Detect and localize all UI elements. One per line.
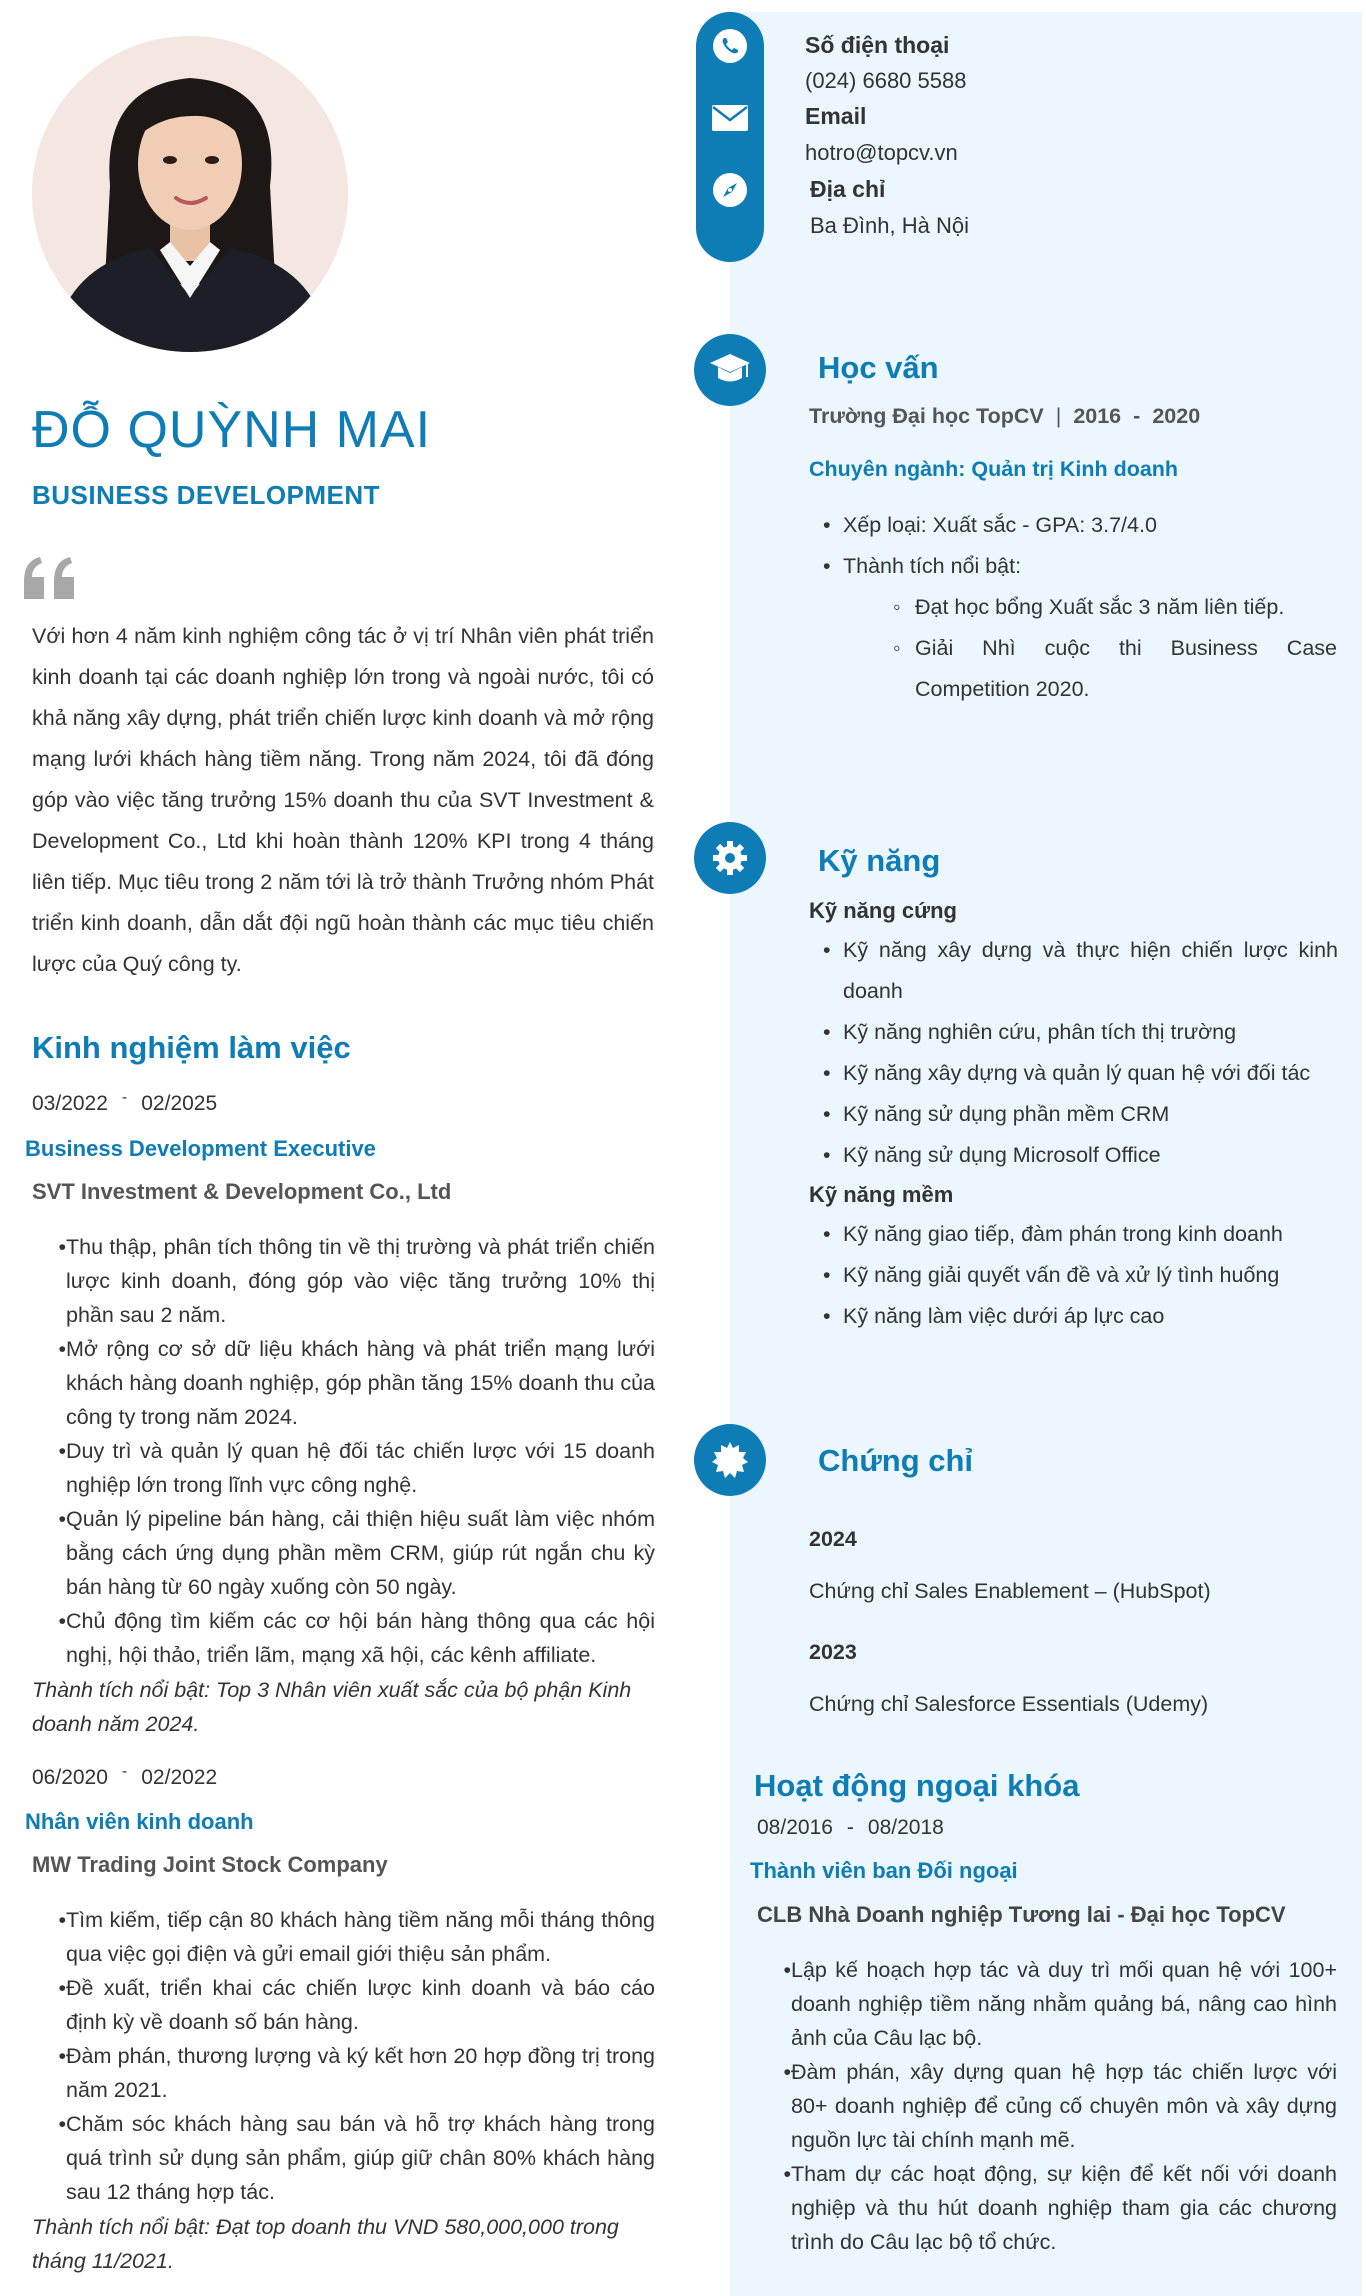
list-item: • Mở rộng cơ sở dữ liệu khách hàng và phát triển mạng lưới khách hàng doanh nghiệp, góp phần tăng 15% doanh thu của công ty trong năm 2024. — [32, 1332, 655, 1434]
list-item: • Thu thập, phân tích thông tin về thị trường và phát triển chiến lược kinh doanh, đóng góp vào việc tăng trưởng 10% thị phần sau 2 năm. — [32, 1230, 655, 1332]
list-item: • Kỹ năng sử dụng phần mềm CRM — [809, 1094, 1338, 1135]
job-2-dates — [32, 1763, 218, 1790]
activity-role: Thành viên ban Đối ngoại — [750, 1858, 1018, 1883]
job-2-end: 02/2022 — [141, 1766, 218, 1789]
list-item: • Tham dự các hoạt động, sự kiện để kết nối với doanh nghiệp và thu hút doanh nghiệp tham gia các chương trình do Câu lạc bộ tổ chức. — [757, 2157, 1337, 2259]
experience-section-title: Kinh nghiệm làm việc — [32, 1030, 351, 1065]
certificate-1-year: 2024 — [809, 1527, 857, 1551]
job-1-dates — [32, 1089, 218, 1116]
job-2-role: Nhân viên kinh doanh — [25, 1809, 254, 1834]
email-label: Email — [805, 103, 867, 129]
job-2-achievement: Thành tích nổi bật: Đạt top doanh thu VND 580,000,000 trong tháng 11/2021. — [32, 2215, 619, 2273]
education-start: 2016 — [1073, 404, 1122, 428]
avatar — [32, 36, 348, 352]
location-icon — [704, 164, 756, 216]
address-value: Ba Đình, Hà Nội — [810, 213, 969, 238]
activity-dash: - — [846, 1816, 854, 1839]
school-separator: | — [1055, 404, 1062, 428]
list-item: • Kỹ năng sử dụng Microsolf Office — [809, 1135, 1338, 1176]
education-list — [809, 505, 1339, 587]
soft-skills-list — [809, 1214, 1338, 1337]
activity-dates — [757, 1816, 944, 1840]
certificate-badge-icon — [694, 1424, 766, 1496]
profile-summary: Với hơn 4 năm kinh nghiệm công tác ở vị trí Nhân viên phát triển kinh doanh tại các doanh nghiệp lớn trong và ngoài nước, tôi có khả năng xây dựng, phát triển chiến lược kinh doanh và mở rộng mạng lưới khách hàng tiềm năng. Trong năm 2024, tôi đã đóng góp vào việc tăng trưởng 15% doanh thu của SVT Investment & Development Co., Ltd khi hoàn thành 120% KPI trong 4 tháng liên tiếp. Mục tiêu trong 2 năm tới là trở thành Trưởng nhóm Phát triển kinh doanh, dẫn dắt đội ngũ hoàn thành các mục tiêu chiến lược của Quý công ty. — [32, 624, 654, 976]
candidate-name: ĐỖ QUỲNH MAI — [32, 401, 432, 459]
list-item: • Chủ động tìm kiếm các cơ hội bán hàng thông qua các hội nghị, hội thảo, triển lãm, mạng xã hội, các kênh affiliate. — [32, 1604, 655, 1672]
job-2-bullets — [32, 1903, 655, 2209]
education-sub-list — [893, 587, 1337, 710]
list-item: • Đàm phán, xây dựng quan hệ hợp tác chiến lược với 80+ doanh nghiệp để củng cố chuyên môn và xây dựng nguồn lực tài chính mạnh mẽ. — [757, 2055, 1337, 2157]
list-item: • Kỹ năng giải quyết vấn đề và xử lý tình huống — [809, 1255, 1338, 1296]
list-item: • Kỹ năng làm việc dưới áp lực cao — [809, 1296, 1338, 1337]
certificate-1-name: Chứng chỉ Sales Enablement – (HubSpot) — [809, 1579, 1211, 1603]
list-item: • Lập kế hoạch hợp tác và duy trì mối quan hệ với 100+ doanh nghiệp tiềm năng nhằm quảng bá, nâng cao hình ảnh của Câu lạc bộ. — [757, 1953, 1337, 2055]
list-item: ◦ Giải Nhì cuộc thi Business Case Competition 2020. — [893, 628, 1337, 710]
hard-skills-list — [809, 930, 1338, 1176]
education-major: Chuyên ngành: Quản trị Kinh doanh — [809, 457, 1179, 481]
soft-skills-title: Kỹ năng mềm — [809, 1182, 954, 1207]
quote-icon — [22, 555, 80, 606]
phone-icon — [704, 20, 756, 72]
list-item: • Đàm phán, thương lượng và ký kết hơn 20 hợp đồng trị trong năm 2021. — [32, 2039, 655, 2107]
job-1-company: SVT Investment & Development Co., Ltd — [32, 1179, 452, 1204]
education-school-line — [809, 404, 1200, 429]
job-1-end: 02/2025 — [141, 1092, 218, 1115]
job-1-role: Business Development Executive — [25, 1136, 376, 1161]
graduation-cap-icon — [694, 334, 766, 406]
education-end: 2020 — [1152, 404, 1201, 428]
list-item: • Kỹ năng nghiên cứu, phân tích thị trường — [809, 1012, 1338, 1053]
list-item: • Kỹ năng xây dựng và quản lý quan hệ với đối tác — [809, 1053, 1338, 1094]
education-section-title: Học vấn — [818, 350, 939, 385]
job-1-bullets — [32, 1230, 655, 1672]
certificates-section-title: Chứng chỉ — [818, 1443, 974, 1478]
job-2-start: 06/2020 — [32, 1766, 108, 1789]
list-item: ◦ Đạt học bổng Xuất sắc 3 năm liên tiếp. — [893, 587, 1337, 628]
job-1-achievement: Thành tích nổi bật: Top 3 Nhân viên xuất sắc của bộ phận Kinh doanh năm 2024. — [32, 1678, 632, 1736]
certificate-2-year: 2023 — [809, 1640, 857, 1664]
education-dash: - — [1133, 404, 1141, 428]
list-item: • Duy trì và quản lý quan hệ đối tác chiến lược với 15 doanh nghiệp lớn trong lĩnh vực công nghệ. — [32, 1434, 655, 1502]
job-2-dash: - — [121, 1763, 128, 1780]
job-1-start: 03/2022 — [32, 1092, 108, 1115]
list-item: • Đề xuất, triển khai các chiến lược kinh doanh và báo cáo định kỳ về doanh số bán hàng. — [32, 1971, 655, 2039]
list-item: • Chăm sóc khách hàng sau bán và hỗ trợ khách hàng trong quá trình sử dụng sản phẩm, giúp giữ chân 80% khách hàng sau 12 tháng hợp tác. — [32, 2107, 655, 2209]
activity-organization: CLB Nhà Doanh nghiệp Tương lai - Đại học TopCV — [757, 1902, 1286, 1927]
list-item: • Xếp loại: Xuất sắc - GPA: 3.7/4.0 — [809, 505, 1339, 546]
activity-end: 08/2018 — [867, 1816, 944, 1839]
list-item: • Kỹ năng giao tiếp, đàm phán trong kinh doanh — [809, 1214, 1338, 1255]
gear-icon — [694, 822, 766, 894]
list-item: • Kỹ năng xây dựng và thực hiện chiến lược kinh doanh — [809, 930, 1338, 1012]
list-item: • Quản lý pipeline bán hàng, cải thiện hiệu suất làm việc nhóm bằng cách ứng dụng phần mềm CRM, giúp rút ngắn chu kỳ bán hàng từ 60 ngày xuống còn 50 ngày. — [32, 1502, 655, 1604]
activity-start: 08/2016 — [757, 1816, 833, 1839]
job-2-company: MW Trading Joint Stock Company — [32, 1852, 388, 1877]
activity-bullets — [757, 1953, 1337, 2259]
list-item: • Tìm kiếm, tiếp cận 80 khách hàng tiềm năng mỗi tháng thông qua việc gọi điện và gửi email giới thiệu sản phẩm. — [32, 1903, 655, 1971]
email-icon — [704, 92, 756, 144]
school-name: Trường Đại học TopCV — [809, 404, 1044, 428]
job-1-dash: - — [121, 1089, 128, 1106]
phone-label: Số điện thoại — [805, 32, 950, 58]
certificate-2-name: Chứng chỉ Salesforce Essentials (Udemy) — [809, 1692, 1209, 1716]
list-item: • Thành tích nổi bật: — [809, 546, 1339, 587]
email-value: hotro@topcv.vn — [805, 140, 958, 165]
address-label: Địa chỉ — [810, 176, 886, 202]
phone-value: (024) 6680 5588 — [805, 68, 967, 93]
activities-section-title: Hoạt động ngoại khóa — [754, 1768, 1080, 1803]
hard-skills-title: Kỹ năng cứng — [809, 898, 957, 923]
skills-section-title: Kỹ năng — [818, 843, 941, 878]
job-title: BUSINESS DEVELOPMENT — [32, 480, 381, 510]
